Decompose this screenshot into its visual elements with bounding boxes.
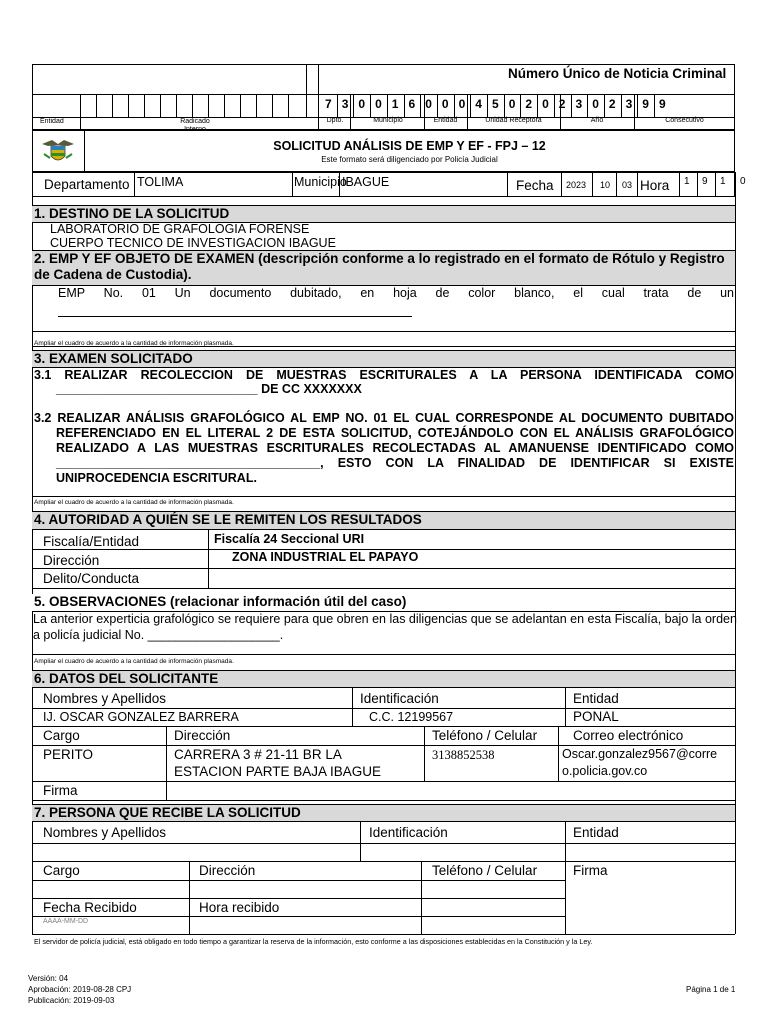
nunc-digit: 9 xyxy=(642,97,649,111)
s7-firma-label: Firma xyxy=(573,863,608,878)
fecha-month: 10 xyxy=(600,180,611,190)
nunc-digit: 0 xyxy=(542,97,549,111)
entidad-num-caption: Entidad xyxy=(433,117,458,124)
s6-identificacion-label: Identificación xyxy=(360,691,439,706)
publicacion: Publicación: 2019-09-03 xyxy=(28,996,115,1005)
nunc-digit: 1 xyxy=(391,97,399,111)
disclaimer: El servidor de policía judicial, está obligado en todo tiempo a garantizar la reserva de la información, esto conforme a las disposiciones establecidas en la Constitución y la Ley. xyxy=(34,937,593,946)
s7-direccion-label: Dirección xyxy=(199,863,256,878)
nunc-digit: 0 xyxy=(358,97,366,111)
s6-correo-label: Correo electrónico xyxy=(573,728,684,743)
s4-direccion-label: Dirección xyxy=(43,553,100,568)
section-2-heading: 2. EMP Y EF OBJETO DE EXAMEN (descripción conforme a lo registrado en el formato de Rótulo y Registro de Cadena de Custodia). xyxy=(32,250,735,286)
nunc-digit: 0 xyxy=(508,97,516,111)
s6-entidad: PONAL xyxy=(573,709,619,724)
unidad-caption: Unidad Receptora xyxy=(485,117,542,124)
s6-correo-line2: o.policia.gov.co xyxy=(562,764,648,778)
aprobacion: Aprobación: 2019-08-28 CPJ xyxy=(28,985,132,994)
hora-d4: 0 xyxy=(740,176,746,187)
s6-direccion-line2: ESTACION PARTE BAJA IBAGUE xyxy=(174,764,382,779)
s7-fecha-hint: AAAA-MM-DD xyxy=(43,918,89,925)
s3-note: Ampliar el cuadro de acuerdo a la cantidad de información plasmada. xyxy=(34,499,234,506)
s5-text1: La anterior experticia grafológico se requiere para que obren en las diligencias que se adelantan en esta Fiscalía, bajo la orden xyxy=(33,612,737,626)
hora-d2: 9 xyxy=(702,176,708,187)
municipio-caption: Municipio xyxy=(373,117,403,124)
section-7-heading: 7. PERSONA QUE RECIBE LA SOLICITUD xyxy=(32,804,735,822)
colombia-coat-of-arms-icon xyxy=(38,136,78,166)
municipio-value: IBAGUE xyxy=(342,175,390,189)
s7-hora-label: Hora recibido xyxy=(199,900,280,915)
s3-p2a: 3.2 REALIZAR ANÁLISIS GRAFOLÓGICO AL EMP NO. 01 EL CUAL CORRESPONDE AL DOCUMENTO DUBITADO xyxy=(34,411,734,425)
s6-identificacion: C.C. 12199567 xyxy=(369,710,454,724)
s3-p2c: REALIZADO A LAS MUESTRAS ESCRITURALES RECOLECTADAS AL AMANUENSE IDENTIFICADO COMO xyxy=(56,441,734,455)
hora-label: Hora xyxy=(640,178,670,193)
s5-text2: a policía judicial No. ___________________. xyxy=(33,628,284,642)
s7-nombres-label: Nombres y Apellidos xyxy=(43,825,167,840)
s6-direccion-label: Dirección xyxy=(174,728,231,743)
s3-p1b: _____________________________ DE CC XXXXXXX xyxy=(56,382,362,396)
dpto-caption: Dpto. xyxy=(326,117,344,124)
nunc-digit: 0 xyxy=(458,97,466,111)
fecha-label: Fecha xyxy=(516,178,554,193)
nunc-digit: 2 xyxy=(608,97,616,111)
hora-d1: 1 xyxy=(684,176,690,187)
section-3-heading: 3. EXAMEN SOLICITADO xyxy=(32,350,735,368)
nunc-digit: 0 xyxy=(592,97,599,111)
municipio-label: Municipio xyxy=(294,175,347,189)
s7-telefono-label: Teléfono / Celular xyxy=(432,863,538,878)
nunc-digit: 2 xyxy=(558,97,566,111)
nunc-digit: 0 xyxy=(441,97,449,111)
nunc-title: Número Único de Noticia Criminal xyxy=(508,66,727,81)
s3-p2d: ______________________________________, ESTO CON LA FINALIDAD DE IDENTIFICAR SI EXISTE xyxy=(56,456,734,470)
s1-line2: CUERPO TECNICO DE INVESTIGACION IBAGUE xyxy=(50,236,336,250)
nunc-digit: 3 xyxy=(625,97,633,111)
s7-entidad-label: Entidad xyxy=(573,825,619,840)
form-subtitle: Este formato será diligenciado por Policía Judicial xyxy=(321,155,498,164)
s7-cargo-label: Cargo xyxy=(43,863,80,878)
s2-note: Ampliar el cuadro de acuerdo a la cantidad de información plasmada. xyxy=(34,340,234,347)
nunc-digit: 2 xyxy=(525,97,533,111)
nunc-digit: 3 xyxy=(575,97,583,111)
delito-label: Delito/Conducta xyxy=(43,571,140,586)
s6-firma-label: Firma xyxy=(43,783,78,798)
s6-entidad-label: Entidad xyxy=(573,691,619,706)
section-5-heading: 5. OBSERVACIONES (relacionar información útil del caso) xyxy=(32,594,735,612)
fecha-year: 2023 xyxy=(566,180,587,190)
s5-note: Ampliar el cuadro de acuerdo a la cantidad de información plasmada. xyxy=(34,658,234,665)
version: Versión: 04 xyxy=(28,974,69,983)
s6-telefono: 3138852538 xyxy=(432,748,495,762)
s3-p2e: UNIPROCEDENCIA ESCRITURAL. xyxy=(56,471,257,485)
s3-p1a: 3.1 REALIZAR RECOLECCION DE MUESTRAS ESCRITURALES A LA PERSONA IDENTIFICADA COMO xyxy=(34,368,734,382)
radicado-caption: Radicado Interno xyxy=(180,118,210,133)
s6-direccion-line1: CARRERA 3 # 21-11 BR LA xyxy=(174,747,342,762)
fiscalia-label: Fiscalía/Entidad xyxy=(43,534,140,549)
s6-nombres-label: Nombres y Apellidos xyxy=(43,691,167,706)
nunc-digit: 3 xyxy=(341,97,349,111)
nunc-digit: 0 xyxy=(425,97,432,111)
entidad-caption: Entidad xyxy=(40,118,64,125)
nunc-digit: 6 xyxy=(408,97,416,111)
s6-cargo-label: Cargo xyxy=(43,728,80,743)
s6-nombres: IJ. OSCAR GONZALEZ BARRERA xyxy=(43,710,239,724)
fecha-day: 03 xyxy=(622,180,633,190)
s6-cargo: PERITO xyxy=(43,747,94,762)
fiscalia-value: Fiscalía 24 Seccional URI xyxy=(214,532,365,546)
departamento-label: Departamento xyxy=(44,177,130,192)
s6-telefono-label: Teléfono / Celular xyxy=(432,728,538,743)
section-1-heading: 1. DESTINO DE LA SOLICITUD xyxy=(32,205,735,223)
s6-correo-line1: Oscar.gonzalez9567@corre xyxy=(562,747,718,761)
s7-identificacion-label: Identificación xyxy=(369,825,448,840)
section-4-heading: 4. AUTORIDAD A QUIÉN SE LE REMITEN LOS RESULTADOS xyxy=(32,511,735,530)
s4-direccion-value: ZONA INDUSTRIAL EL PAPAYO xyxy=(232,550,419,564)
nunc-digit: 5 xyxy=(492,97,499,111)
s1-line1: LABORATORIO DE GRAFOLOGIA FORENSE xyxy=(50,222,310,236)
nunc-digit: 0 xyxy=(375,97,382,111)
s2-text: EMP No. 01 Un documento dubitado, en hoja de color blanco, el cual trata de un xyxy=(58,286,734,300)
consecutivo-caption: Consecutivo xyxy=(665,117,704,124)
nunc-digit: 4 xyxy=(475,97,482,111)
form-title: SOLICITUD ANÁLISIS DE EMP Y EF - FPJ – 12 xyxy=(273,139,546,153)
page-number: Página 1 de 1 xyxy=(686,985,736,994)
nunc-digit: 7 xyxy=(325,97,332,111)
s7-fecha-label: Fecha Recibido xyxy=(43,900,137,915)
s3-p2b: REFERENCIADO EN EL LITERAL 2 DE ESTA SOLICITUD, COTEJÁNDOLO CON EL ANÁLISIS GRAFOLÓGICO xyxy=(56,426,734,440)
anio-caption: Año xyxy=(590,117,604,124)
departamento-value: TOLIMA xyxy=(137,175,184,189)
nunc-digit: 9 xyxy=(659,97,666,111)
hora-d3: 1 xyxy=(720,176,726,187)
section-6-heading: 6. DATOS DEL SOLICITANTE xyxy=(32,670,735,688)
